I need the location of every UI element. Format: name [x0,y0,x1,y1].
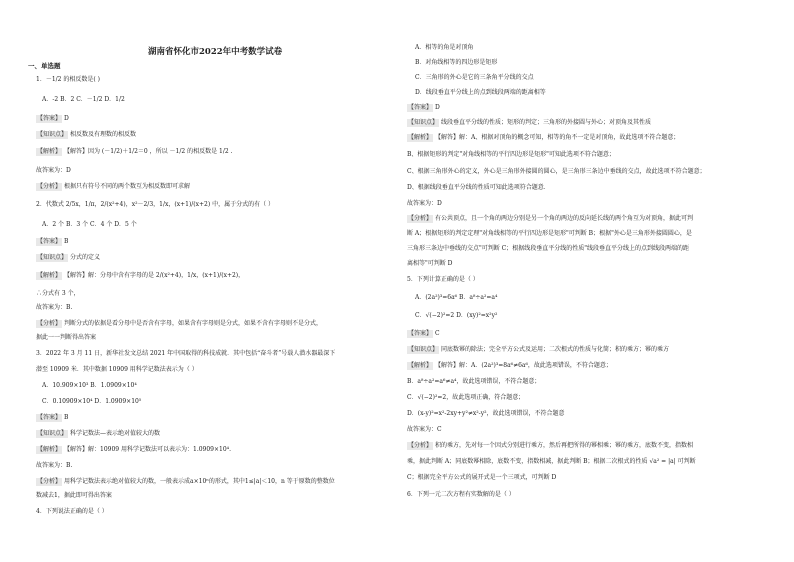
line-text: 断 A；根据矩形的判定定理"对角线相等的平行四边形是矩形"可判断 B；根据"外心是三角形外接圆圆心，是 [407,230,692,237]
line-text: 6．下列一元二次方程有实数解的是（ ） [407,491,515,498]
text-line [36,76,100,84]
text-line [36,290,80,298]
line-text: A．(2a²)³=6a⁶ B．a⁸÷a²=a⁴ [415,294,498,301]
label-tag: 【解析】 [37,148,62,155]
line-text: B．对角线相等的四边形是矩形 [415,59,498,66]
text-line [407,215,693,223]
page-title [148,48,282,56]
line-text: D．(x-y)²=x²-2xy+y²≠x²-y²，故此选项错误，不符合题意 [407,410,565,417]
text-line [36,414,68,422]
line-text: 4．下列说法正确的是（ ） [36,508,108,515]
text-line [36,254,100,262]
line-text: 一、单选题 [28,62,61,70]
line-text: 故答案为：B. [36,304,73,311]
label-tag: 【知识点】 [408,346,439,353]
text-line [415,312,497,320]
line-text: B [64,414,69,421]
line-text: 分式的定义 [70,254,101,261]
line-text: A．2 个 B．3 个 C．4 个 D．5 个 [42,221,137,228]
line-text: 相反数及有理数的相反数 [70,131,137,138]
line-text: 【解答】解：分母中含有字母的是 2/(x²+4)，1/x，(x+1)/(x+2)， [64,272,245,279]
line-text: C．0.10909×10⁴ D．1.0909×10⁵ [42,398,142,405]
text-line [36,334,96,342]
line-text: 三角形三条边中垂线的交点"可判断 C；根据线段垂直平分线的性质"线段垂直平分线上的点到线段两端的距 [407,245,690,252]
line-text: C．三角形的外心是它的三条角平分线的交点 [415,74,534,81]
label-tag: 【解析】 [408,362,433,369]
text-line [407,442,693,450]
text-line [415,89,546,97]
text-line [407,260,452,268]
text-line [407,200,442,208]
label-tag: 【知识点】 [408,119,439,126]
line-text: A．相等的角是对顶角 [415,44,474,51]
text-line [36,304,72,312]
text-line [42,96,125,104]
section-heading [28,62,61,70]
line-text: 故答案为：D [407,200,442,207]
text-line [407,474,556,482]
label-tag: 【分析】 [37,320,62,327]
line-text: 潜至 10909 米．其中数据 10909 用科学记数法表示为（ ） [36,366,198,373]
line-text: D．线段垂直平分线上的点到线段两端的距离相等 [415,89,546,96]
line-text: 5．下列计算正确的是（ ） [407,276,479,283]
text-line [36,183,190,191]
text-line [407,245,689,253]
text-line [36,366,198,374]
text-line [415,294,497,302]
text-line [42,221,137,229]
line-text: C [435,330,440,337]
text-line [407,151,615,159]
line-text: C；根据完全平方公式的展开式是一个三项式，可判断 D [407,474,557,481]
text-line [36,131,136,139]
text-line [407,276,479,284]
label-tag: 【答案】 [37,115,62,122]
line-text: A．-2 B．2 C．－1/2 D．1/2 [42,96,125,103]
line-text: C、根据三角形外心的定义，外心是三角形外接圆的圆心，是三角形三条边中垂线的交点，故此选项不符合题意； [407,168,706,175]
text-line [407,378,540,386]
label-tag: 【答案】 [408,104,433,111]
line-text: 3．2022 年 3 月 11 日，新华社发文总结 2021 年中国取得的科技成就．其中包括“奋斗者”号载人潜水器最深下 [36,350,336,357]
label-tag: 【知识点】 [37,131,68,138]
line-text: 积的乘方，先对每一个因式分别进行乘方，然后再把所得的幂相乘；幂的乘方，底数不变，指数相 [435,442,694,449]
text-line [407,168,706,176]
text-line [407,426,442,434]
label-tag: 【分析】 [408,215,433,222]
line-text: 同底数幂的除法；完全平方公式及运用；二次根式的性质与化简；积的乘方；幂的乘方 [441,346,670,353]
line-text: B [64,238,69,245]
right-column [403,0,771,562]
text-line [36,201,274,209]
line-text: 离相等"可判断 D [407,260,453,267]
label-tag: 【答案】 [37,414,62,421]
line-text: D [435,104,440,111]
label-tag: 【答案】 [37,238,62,245]
text-line [407,230,692,238]
text-line [407,184,550,192]
line-text: 故答案为：B. [36,462,73,469]
text-line [36,430,160,438]
text-line [42,398,141,406]
text-line [36,272,244,280]
text-line [36,115,69,123]
text-line [407,119,651,127]
line-text: 据此一一判断得出答案 [36,334,97,341]
label-tag: 【知识点】 [37,430,68,437]
line-text: 用科学记数法表示绝对值较大的数，一般表示成a×10ⁿ的形式，其中1≤|a|＜10，n 等于原数的整数位 [64,478,335,485]
text-line [36,167,71,175]
text-line [407,104,440,112]
line-text: D、根据线段垂直平分线的性质可知此选项符合题意． [407,184,550,191]
line-text: 有公共顶点，且一个角的两边分别是另一个角的两边的反向延长线的两个角互为对顶角，据此可判 [435,215,694,222]
text-line [36,508,108,516]
text-line [415,44,473,52]
line-text: 【解答】解：A．(2a²)³=8a⁶≠6a⁶，故此选项错误，不符合题意； [435,362,612,369]
text-line [415,59,497,67]
text-line [36,238,68,246]
line-text: 1．－1/2 的相反数是( ) [36,76,100,83]
label-tag: 【解析】 [37,446,62,453]
label-tag: 【分析】 [37,183,62,190]
line-text: C．√(−2)²=2，故此选项正确，符合题意； [407,394,525,401]
label-tag: 【答案】 [408,330,433,337]
line-text: 2．代数式 2/5x，1/π，2/(x²+4)，x²－2/3，1/x，(x+1)/(x+2) 中，属于分式的有（ ） [36,201,275,208]
line-text: 乘，据此判断 A；同底数幂相除，底数不变，指数相减，据此判断 B；根据二次根式的性质 √a² = |a| 可判断 [407,458,696,465]
line-text: 根据只有符号不同的两个数互为相反数即可求解 [64,183,191,190]
line-text: B．a⁸÷a²=a⁶≠a⁴，故此选项错误，不符合题意； [407,378,541,385]
label-tag: 【分析】 [37,478,62,485]
line-text: 【解答】解：10909 用科学记数法可以表示为：1.0909×10⁴. [64,446,231,453]
line-text: 湖南省怀化市2022年中考数学试卷 [148,47,283,57]
text-line [407,394,524,402]
text-line [36,462,72,470]
text-line [407,330,440,338]
text-line [407,410,565,418]
label-tag: 【分析】 [408,442,433,449]
line-text: 故答案为：D [36,167,71,174]
line-text: D [64,115,69,122]
line-text: A．10.909×10³ B．1.0909×10⁴ [42,382,137,389]
text-line [42,382,137,390]
text-line [407,458,696,466]
line-text: 判断分式的依据是看分母中是否含有字母，如果含有字母则是分式，如果不含有字母则不是分式， [64,320,323,327]
text-line [415,74,534,82]
label-tag: 【解析】 [408,134,433,141]
text-line [36,148,233,156]
line-text: 线段垂直平分线的性质；矩形的判定；三角形的外接圆与外心；对顶角及其性质 [441,119,652,126]
text-line [36,446,231,454]
line-text: 数减去1，据此即可得出答案 [36,492,112,499]
text-line [36,350,335,358]
line-text: C．√(−2)²=2 D．(xy)²=x²y² [415,312,498,319]
text-line [36,492,112,500]
line-text: 故答案为：C [407,426,442,433]
text-line [36,478,335,486]
label-tag: 【解析】 [37,272,62,279]
line-text: 【解答】因为 (－1/2)＋1/2＝0 ，所以 －1/2 的相反数是 1/2 . [64,148,233,155]
line-text: 科学记数法—表示绝对值较大的数 [70,430,161,437]
line-text: 【解答】解：A、根据对顶角的概念可知，相等的角不一定是对顶角，故此选项不符合题意； [435,134,680,141]
text-line [407,491,515,499]
line-text: B、根据矩形的判定"对角线相等的平行四边形是矩形"可知此选项不符合题意； [407,151,615,158]
line-text: ∴分式有 3 个， [36,290,80,297]
text-line [36,320,322,328]
text-line [407,134,679,142]
text-line [407,346,669,354]
text-line [407,362,612,370]
label-tag: 【知识点】 [37,254,68,261]
left-column [28,0,388,562]
